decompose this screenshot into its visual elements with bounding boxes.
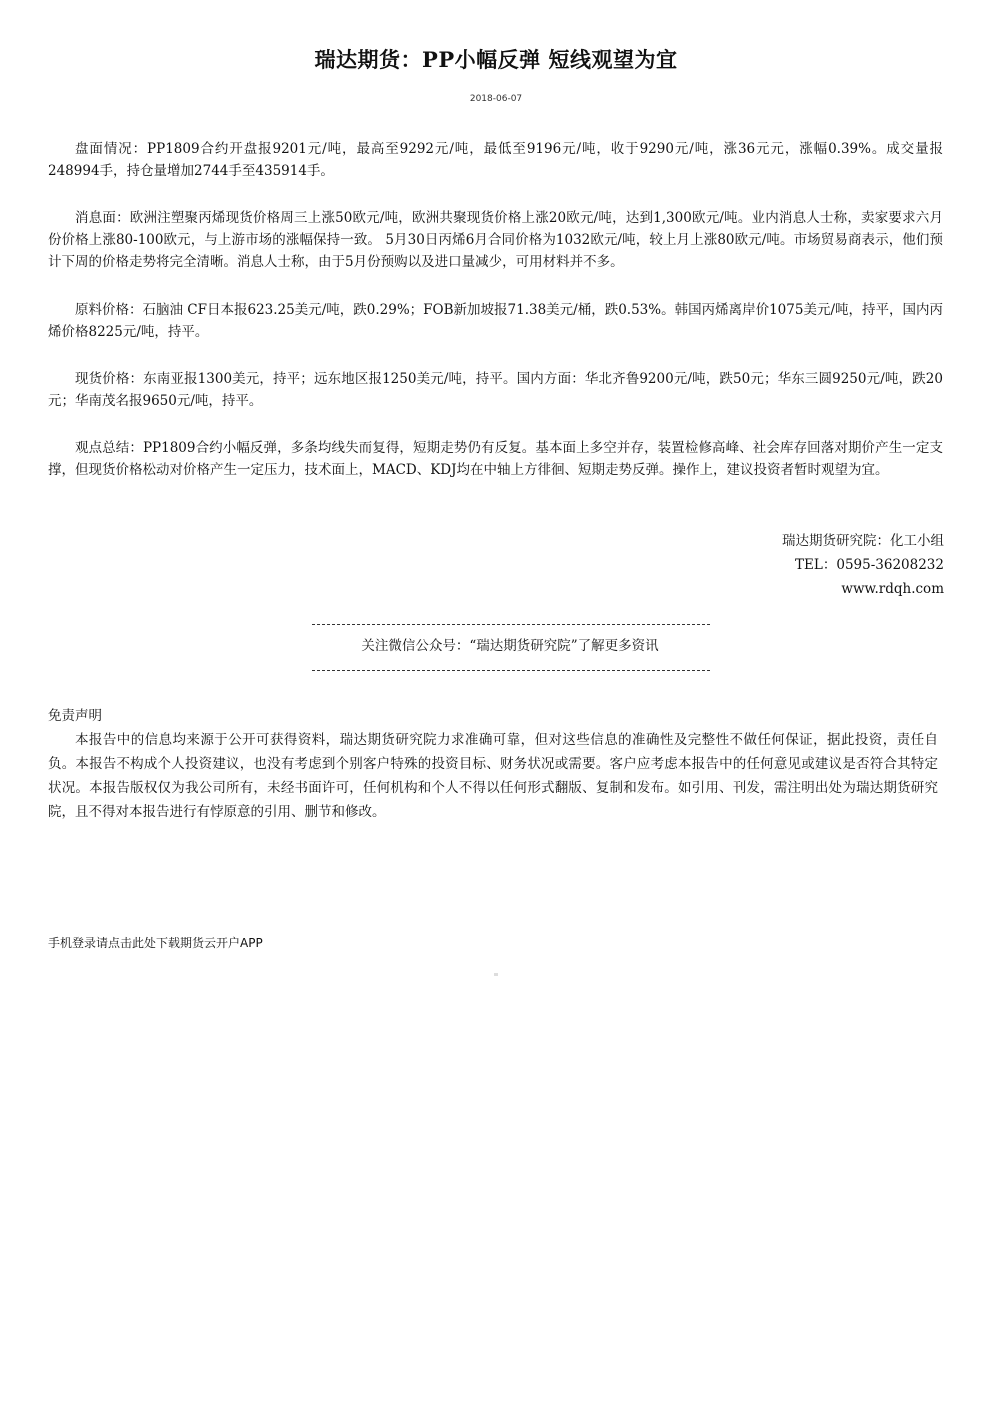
dashed-divider-top: [312, 624, 710, 625]
paragraph-spot-prices: 现货价格：东南亚报1300美元，持平；远东地区报1250美元/吨，持平。国内方面：华北齐鲁9200元/吨，跌50元；华东三圆9250元/吨，跌20元；华南茂名报9650元/吨，持平。: [48, 371, 943, 409]
wechat-notice: 关注微信公众号：“瑞达期货研究院”了解更多资讯: [361, 638, 659, 654]
paragraph-market-overview: 盘面情况：PP1809合约开盘报9201元/吨，最高至9292元/吨，最低至9196元/吨，收于9290元/吨，涨36元元，涨幅0.39%。成交量报248994手，持仓量增加2744手至435914手。: [48, 141, 943, 179]
article-date: 2018-06-07: [469, 94, 523, 104]
signature-website: www.rdqh.com: [841, 581, 944, 597]
dashed-divider-bottom: [312, 670, 710, 671]
paragraph-news: 消息面：欧洲注塑聚丙烯现货价格周三上涨50欧元/吨，欧洲共聚现货价格上涨20欧元/吨，达到1,300欧元/吨。业内消息人士称，卖家要求六月份价格上涨80-100欧元，与上游市场的涨幅保持一致。 5月30日丙烯6月合同价格为1032欧元/吨，较上月上涨80欧元/吨。市场贸易商表示，他们预计下周的价格走势将完全清晰。消息人士称，由于5月份预购以及进口量减少，可用材料并不多。: [48, 210, 943, 270]
disclaimer-title: 免责声明: [48, 708, 102, 724]
small-mark: [494, 973, 498, 976]
article-title: 瑞达期货：PP小幅反弹 短线观望为宜: [314, 47, 678, 72]
signature-tel: TEL：0595-36208232: [795, 557, 944, 573]
app-download-link[interactable]: 手机登录请点击此处下载期货云开户APP: [48, 936, 263, 950]
signature-org: 瑞达期货研究院：化工小组: [782, 533, 944, 549]
disclaimer-body: 本报告中的信息均来源于公开可获得资料，瑞达期货研究院力求准确可靠，但对这些信息的准确性及完整性不做任何保证，据此投资，责任自负。本报告不构成个人投资建议，也没有考虑到个别客户特殊的投资目标、财务状况或需要。客户应考虑本报告中的任何意见或建议是否符合其特定状况。本报告版权仅为我公司所有，未经书面许可，任何机构和个人不得以任何形式翻版、复制和发布。如引用、刊发，需注明出处为瑞达期货研究院，且不得对本报告进行有悖原意的引用、删节和修改。: [48, 732, 938, 820]
paragraph-summary: 观点总结：PP1809合约小幅反弹，多条均线失而复得，短期走势仍有反复。基本面上多空并存，装置检修高峰、社会库存回落对期价产生一定支撑，但现货价格松动对价格产生一定压力，技术面上，MACD、KDJ均在中轴上方徘徊、短期走势反弹。操作上，建议投资者暂时观望为宜。: [48, 440, 943, 478]
paragraph-raw-material-prices: 原料价格：石脑油 CF日本报623.25美元/吨，跌0.29%；FOB新加坡报71.38美元/桶，跌0.53%。韩国丙烯离岸价1075美元/吨，持平，国内丙烯价格8225元/吨，持平。: [48, 302, 943, 340]
